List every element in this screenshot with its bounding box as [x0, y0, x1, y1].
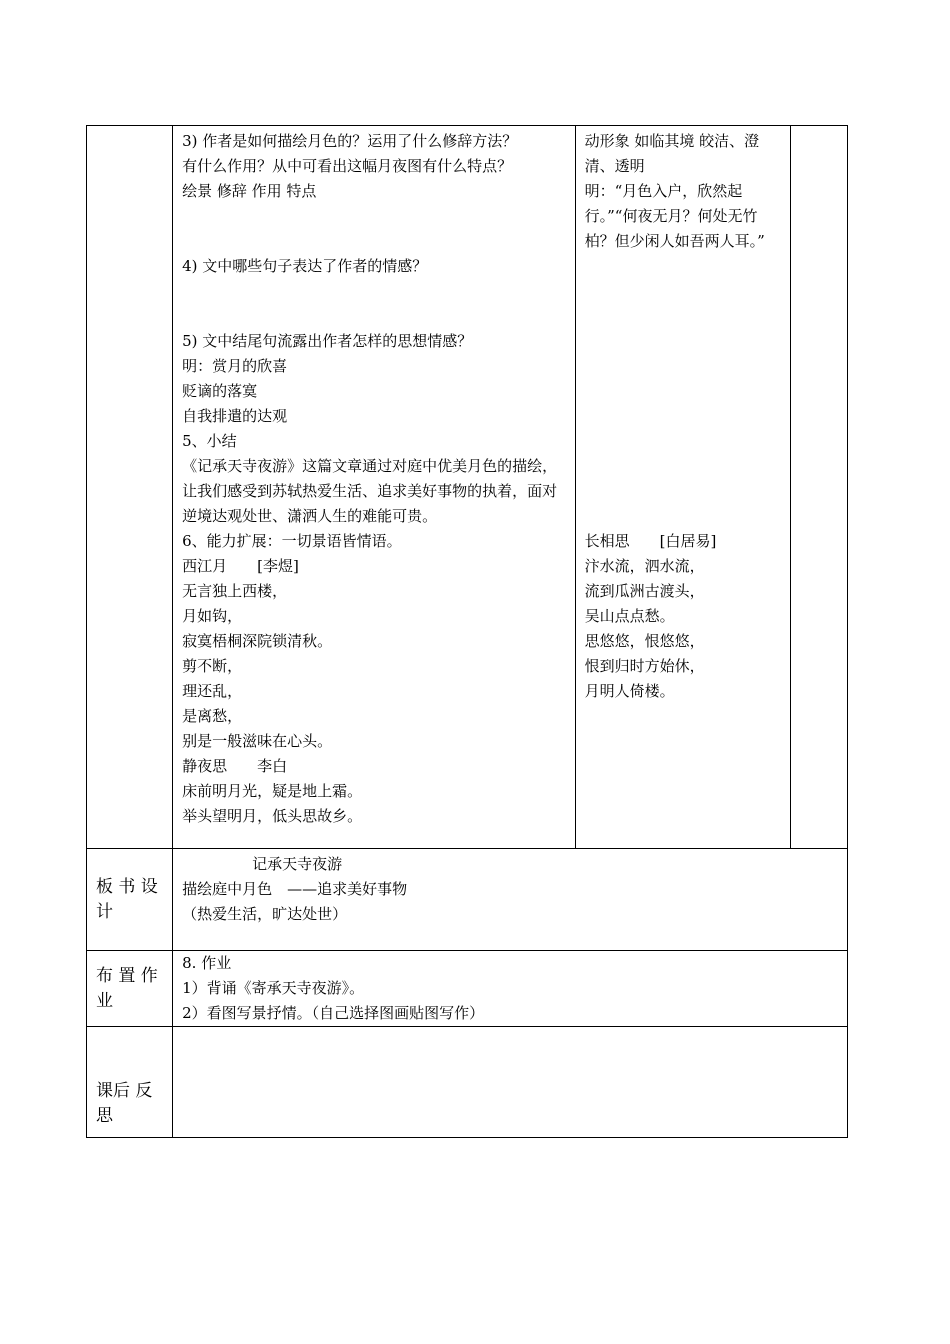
poem-line: 月明人倚楼。 — [584, 682, 675, 700]
question-3-line-2: 有什么作用？从中可看出这幅月夜图有什么特点？ — [182, 157, 513, 175]
poem-line: 无言独上西楼， — [182, 582, 288, 600]
question-5-answer-1: 明：赏月的欣喜 — [182, 357, 288, 375]
poem-line: 月如钩， — [182, 607, 243, 625]
board-line-2: （热爱生活，旷达处世） — [182, 905, 348, 923]
homework-heading: 8. 作业 — [182, 954, 232, 972]
notes-line-2: 明：“月色入户，欣然起行。”“何夜无月？何处无竹柏？但少闲人如吾两人耳。” — [584, 182, 765, 250]
poem-changxiangsi-title: 长相思 [白居易] — [584, 532, 717, 550]
question-5-answer-3: 自我排遣的达观 — [182, 407, 288, 425]
homework-item-2: 2）看图写景抒情。（自己选择图画贴图写作） — [182, 1004, 485, 1022]
board-design-label: 板 书 设 计 — [87, 849, 173, 951]
poem-line: 流到瓜洲古渡头， — [584, 582, 705, 600]
question-3-keywords: 绘景 修辞 作用 特点 — [182, 182, 317, 200]
board-design-cell — [173, 849, 848, 951]
empty-column-cell — [790, 126, 847, 849]
summary-heading: 5、小结 — [182, 432, 237, 450]
question-3-line-1: 3) 作者是如何描绘月色的？运用了什么修辞方法？ — [182, 132, 518, 150]
board-title: 记承天寺夜游 — [252, 855, 343, 873]
homework-label: 布 置 作 业 — [87, 951, 173, 1027]
reflection-label: 课后 反思 — [87, 1027, 173, 1138]
homework-item-1: 1）背诵《寄承天寺夜游》。 — [182, 979, 365, 997]
summary-text: 《记承天寺夜游》这篇文章通过对庭中优美月色的描绘，让我们感受到苏轼热爱生活、追求美好事物的执着，面对逆境达观处世、潇洒人生的难能可贵。 — [182, 457, 558, 525]
poem-jingyesi-title: 静夜思 李白 — [182, 757, 288, 775]
homework-row — [87, 951, 848, 1027]
poem-line: 吴山点点愁。 — [584, 607, 675, 625]
poem-line: 恨到归时方始休， — [584, 657, 705, 675]
board-line-1: 描绘庭中月色 ——追求美好事物 — [182, 880, 408, 898]
notes-cell — [575, 126, 790, 849]
poem-line: 举头望明月，低头思故乡。 — [182, 807, 363, 825]
poem-line: 寂寞梧桐深院锁清秋。 — [182, 632, 333, 650]
main-content-row — [87, 126, 848, 849]
main-row-label-cell — [87, 126, 173, 849]
board-design-row — [87, 849, 848, 951]
lesson-plan-table — [86, 125, 848, 1138]
poem-line: 别是一般滋味在心头。 — [182, 732, 333, 750]
question-5: 5) 文中结尾句流露出作者怎样的思想情感？ — [182, 332, 473, 350]
homework-cell — [173, 951, 848, 1027]
question-4: 4) 文中哪些句子表达了作者的情感？ — [182, 257, 428, 275]
poem-line: 剪不断， — [182, 657, 243, 675]
poem-line: 是离愁， — [182, 707, 243, 725]
questions-cell — [173, 126, 576, 849]
poem-xijiangyue-title: 西江月 [李煜] — [182, 557, 299, 575]
poem-line: 汴水流，泗水流， — [584, 557, 705, 575]
poem-line: 床前明月光，疑是地上霜。 — [182, 782, 363, 800]
reflection-row — [87, 1027, 848, 1138]
notes-line-1: 动形象 如临其境 皎洁、澄清、透明 — [584, 132, 760, 175]
question-5-answer-2: 贬谪的落寞 — [182, 382, 258, 400]
poem-line: 思悠悠，恨悠悠， — [584, 632, 705, 650]
poem-line: 理还乱， — [182, 682, 243, 700]
extension-heading: 6、能力扩展：一切景语皆情语。 — [182, 532, 402, 550]
reflection-cell — [173, 1027, 848, 1138]
